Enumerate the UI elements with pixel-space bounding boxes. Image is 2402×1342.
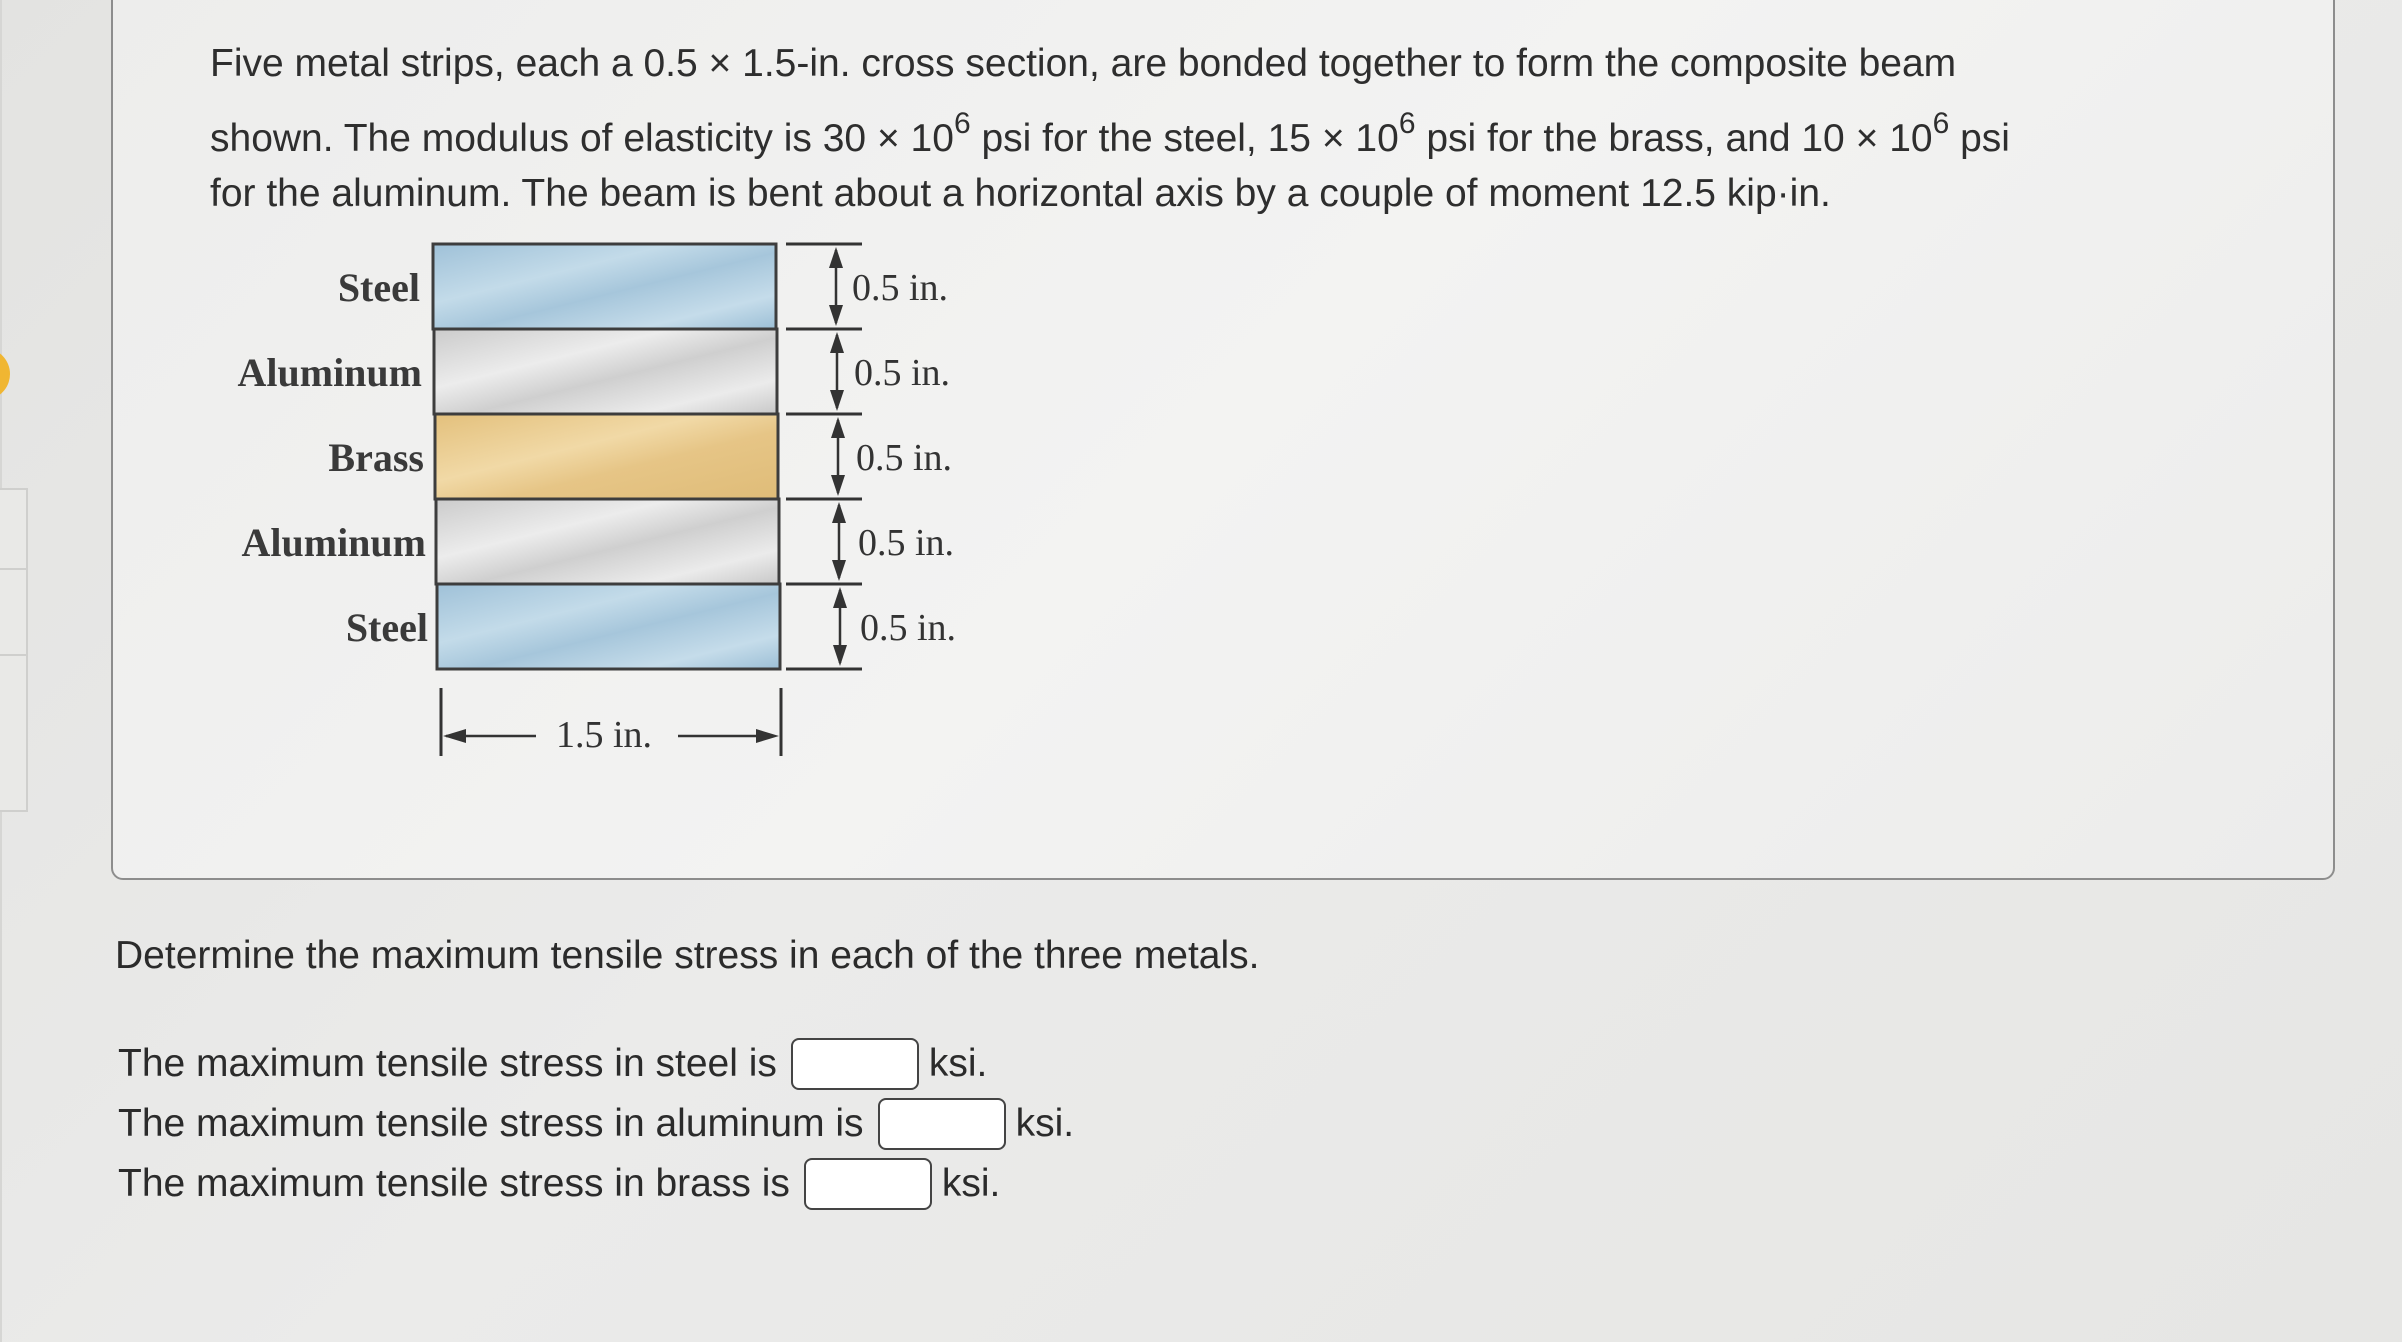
arrow-down-icon [829, 305, 843, 326]
layer-label-steel: Steel [345, 605, 428, 650]
arrow-up-icon [832, 502, 846, 523]
answer-row-brass [118, 1158, 1000, 1210]
answer-unit: ksi. [928, 1042, 988, 1085]
thickness-label: 0.5 in. [854, 352, 951, 394]
beam-layers [433, 244, 780, 669]
answer-row-aluminum [118, 1098, 1074, 1150]
brass-stress-input[interactable] [804, 1158, 932, 1210]
arrow-down-icon [833, 645, 847, 666]
answer-unit: ksi. [1015, 1102, 1075, 1145]
answer-row-steel [118, 1038, 987, 1090]
statement-line: for the aluminum. The beam is bent about a horizontal axis by a couple of moment 12.5 kip·in. [210, 172, 1831, 215]
thickness-label: 0.5 in. [860, 607, 957, 649]
beam-layer-steel [437, 584, 780, 669]
answer-prompt: The maximum tensile stress in brass is [118, 1162, 790, 1205]
arrow-down-icon [831, 475, 845, 496]
layer-label-aluminum: Aluminum [241, 520, 426, 565]
beam-layer-brass [435, 414, 778, 499]
statement-line: Five metal strips, each a 0.5 × 1.5-in. cross section, are bonded together to form the composite beam [210, 42, 1957, 85]
composite-beam-diagram [0, 0, 1100, 800]
thickness-label: 0.5 in. [858, 522, 955, 564]
arrow-up-icon [829, 247, 843, 268]
arrow-up-icon [830, 332, 844, 353]
answer-prompt: The maximum tensile stress in steel is [118, 1042, 777, 1085]
aluminum-stress-input[interactable] [878, 1098, 1006, 1150]
beam-layer-aluminum [434, 329, 777, 414]
arrow-up-icon [833, 587, 847, 608]
statement-line: shown. The modulus of elasticity is $30 \times 10^6$ psi for the steel, $15 \times 10^6$ psi for the brass, and $10 \times 10^6$ psi [210, 107, 2010, 160]
beam-layer-steel [433, 244, 776, 329]
beam-svg [0, 0, 1100, 800]
width-label: 1.5 in. [556, 714, 653, 756]
answer-prompt: The maximum tensile stress in aluminum is [118, 1102, 864, 1145]
beam-layer-aluminum [436, 499, 779, 584]
answer-unit: ksi. [941, 1162, 1001, 1205]
thickness-label: 0.5 in. [856, 437, 953, 479]
arrow-down-icon [832, 560, 846, 581]
layer-label-brass: Brass [328, 435, 424, 480]
thickness-label: 0.5 in. [852, 267, 949, 309]
question-text: Determine the maximum tensile stress in each of the three metals. [115, 934, 1260, 977]
thickness-dimensions [786, 244, 862, 669]
layer-label-steel: Steel [337, 265, 420, 310]
arrow-down-icon [830, 390, 844, 411]
arrow-up-icon [831, 417, 845, 438]
steel-stress-input[interactable] [791, 1038, 919, 1090]
layer-label-aluminum: Aluminum [237, 350, 422, 395]
